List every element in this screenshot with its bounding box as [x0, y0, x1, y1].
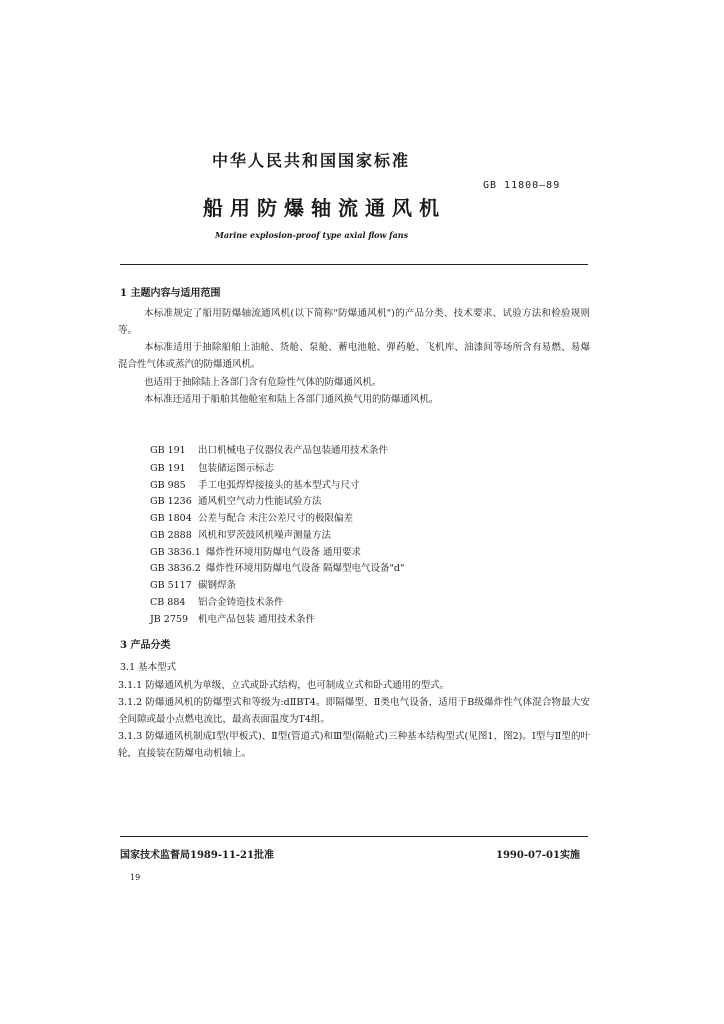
- reference-title: 公差与配合 未注公差尺寸的极限偏差: [198, 513, 354, 524]
- subsection-3-1-heading: 3.1 基本型式: [120, 662, 177, 673]
- reference-title: 风机和罗茨鼓风机噪声测量方法: [198, 530, 332, 541]
- document-title: 船用防爆轴流通风机: [203, 196, 446, 220]
- clause-3-1-2: 3.1.2 防爆通风机的防爆型式和等级为:dⅡBT4。即隔爆型、Ⅱ类电气设备，适用于B级爆炸性气体混合物最大安全间隙或最小点燃电流比，最高表面温度为T4组。: [118, 697, 590, 725]
- reference-item: [150, 443, 388, 458]
- reference-code: GB 3836.1: [150, 547, 201, 558]
- document-subtitle: Marine explosion-proof type axial flow fans: [215, 230, 409, 240]
- reference-title: 通风机空气动力性能试验方法: [198, 496, 322, 507]
- reference-item: [150, 511, 353, 526]
- footer-divider: [120, 836, 588, 837]
- reference-item: [150, 561, 404, 576]
- section-1-paragraph-4: 本标准还适用于船舶其他舱室和陆上各部门通风换气用的防爆通风机。: [144, 394, 439, 405]
- section-1-paragraph-1: 本标准规定了船用防爆轴流通风机(以下简称"防爆通风机")的产品分类、技术要求、试验方法和检验规则等。: [118, 308, 590, 336]
- reference-item: [150, 545, 361, 560]
- reference-code: GB 5117: [150, 580, 192, 591]
- reference-title: 出口机械电子仪器仪表产品包装通用技术条件: [198, 445, 389, 456]
- reference-code: CB 884: [150, 597, 186, 608]
- reference-title: 包装储运图示标志: [198, 463, 275, 474]
- clause-3-1-1: 3.1.1 防爆通风机为单级、立式或卧式结构，也可制成立式和卧式通用的型式。: [118, 680, 450, 691]
- implementation-date: 1990-07-01实施: [496, 850, 580, 861]
- reference-item: [150, 528, 331, 543]
- reference-code: GB 1804: [150, 513, 192, 524]
- page-number: 19: [130, 873, 141, 882]
- reference-title: 碳钢焊条: [198, 580, 237, 591]
- reference-code: GB 3836.2: [150, 563, 201, 574]
- header-divider: [120, 264, 588, 265]
- reference-title: 机电产品包装 通用技术条件: [198, 614, 316, 625]
- section-1-heading: 1 主题内容与适用范围: [120, 288, 221, 299]
- reference-item: [150, 494, 322, 509]
- reference-item: [150, 578, 236, 593]
- standard-code: GB 11800—89: [483, 180, 561, 191]
- reference-code: JB 2759: [150, 614, 188, 625]
- reference-code: GB 2888: [150, 530, 192, 541]
- national-standard-label: 中华人民共和国国家标准: [212, 151, 411, 170]
- approval-note: 国家技术监督局1989-11-21批准: [120, 850, 274, 861]
- reference-item: [150, 478, 360, 493]
- section-1-paragraph-3: 也适用于抽除陆上各部门含有危险性气体的防爆通风机。: [144, 377, 382, 388]
- reference-title: 铝合金铸造技术条件: [198, 597, 284, 608]
- clause-3-1-3: 3.1.3 防爆通风机制成Ⅰ型(甲板式)、Ⅱ型(管道式)和Ⅲ型(隔舱式)三种基本结构型式(见图1、图2)。Ⅰ型与Ⅱ型的叶轮，直接装在防爆电动机轴上。: [118, 731, 590, 759]
- reference-code: GB 985: [150, 480, 186, 491]
- reference-item: [150, 612, 315, 627]
- reference-item: [150, 595, 284, 610]
- section-1-paragraph-2: 本标准适用于抽除船舶上油舱、货舱、泵舱、蓄电池舱、弹药舱、飞机库、油漆间等场所含有易燃、易爆混合性气体或蒸汽的防爆通风机。: [118, 342, 590, 370]
- reference-code: GB 191: [150, 463, 186, 474]
- reference-title: 爆炸性环境用防爆电气设备 隔爆型电气设备"d": [206, 563, 405, 574]
- reference-title: 手工电弧焊焊接接头的基本型式与尺寸: [198, 480, 360, 491]
- reference-title: 爆炸性环境用防爆电气设备 通用要求: [206, 547, 362, 558]
- reference-item: [150, 461, 274, 476]
- reference-code: GB 1236: [150, 496, 192, 507]
- reference-code: GB 191: [150, 445, 186, 456]
- section-3-heading: 3 产品分类: [120, 640, 171, 651]
